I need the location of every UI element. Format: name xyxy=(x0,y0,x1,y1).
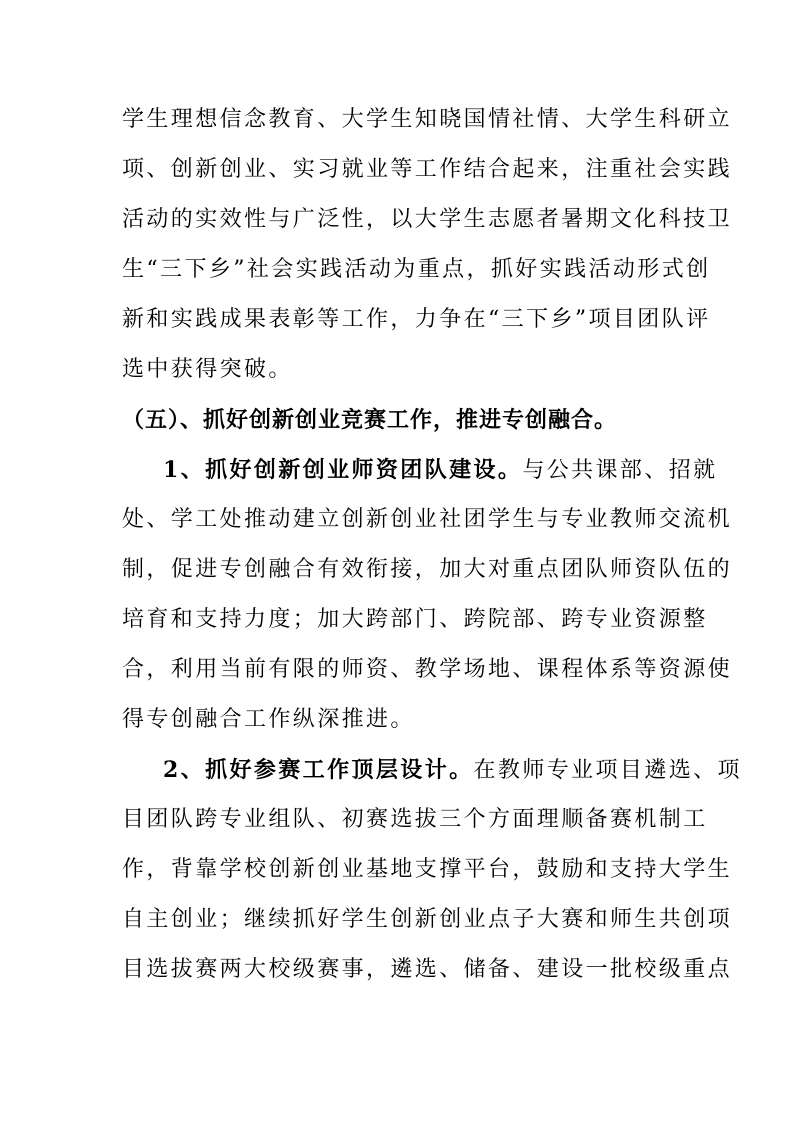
text-line: 处、学工处推动建立创新创业社团学生与专业教师交流机 xyxy=(122,507,733,532)
text-line: 合，利用当前有限的师资、教学场地、课程体系等资源使 xyxy=(122,657,733,682)
text-line: 选中获得突破。 xyxy=(122,357,293,382)
text-line: 目选拔赛两大校级赛事，遴选、储备、建设一批校级重点 xyxy=(122,957,733,982)
item1-first-line xyxy=(163,450,718,490)
text-line: 项、创新创业、实习就业等工作结合起来，注重社会实践 xyxy=(122,157,733,182)
text-line: 新和实践成果表彰等工作，力争在“三下乡”项目团队评 xyxy=(122,307,711,332)
text-line: 生“三下乡”社会实践活动为重点，抓好实践活动形式创 xyxy=(122,257,711,282)
item2-first-line-rest: 在教师专业项目遴选、项 xyxy=(473,758,742,783)
section-heading: （五）、抓好创新创业竞赛工作，推进专创融合。 xyxy=(122,407,618,433)
text-line: 学生理想信念教育、大学生知晓国情社情、大学生科研立 xyxy=(122,107,733,132)
item2-first-line xyxy=(163,750,742,790)
text-line: 作，背靠学校创新创业基地支撑平台，鼓励和支持大学生 xyxy=(122,857,733,882)
item1-first-line-rest: 与公共课部、招就 xyxy=(522,458,718,483)
text-line: 自主创业；继续抓好学生创新创业点子大赛和师生共创项 xyxy=(122,907,733,932)
text-line: 培育和支持力度；加大跨部门、跨院部、跨专业资源整 xyxy=(122,607,708,632)
item2-title: 2、抓好参赛工作顶层设计。 xyxy=(163,757,474,783)
text-line: 活动的实效性与广泛性，以大学生志愿者暑期文化科技卫 xyxy=(122,207,733,232)
text-line: 目团队跨专业组队、初赛选拔三个方面理顺备赛机制工 xyxy=(122,807,708,832)
item1-title: 1、抓好创新创业师资团队建设。 xyxy=(163,457,523,483)
text-line: 制，促进专创融合有效衔接，加大对重点团队师资队伍的 xyxy=(122,557,733,582)
text-line: 得专创融合工作纵深推进。 xyxy=(122,707,415,732)
